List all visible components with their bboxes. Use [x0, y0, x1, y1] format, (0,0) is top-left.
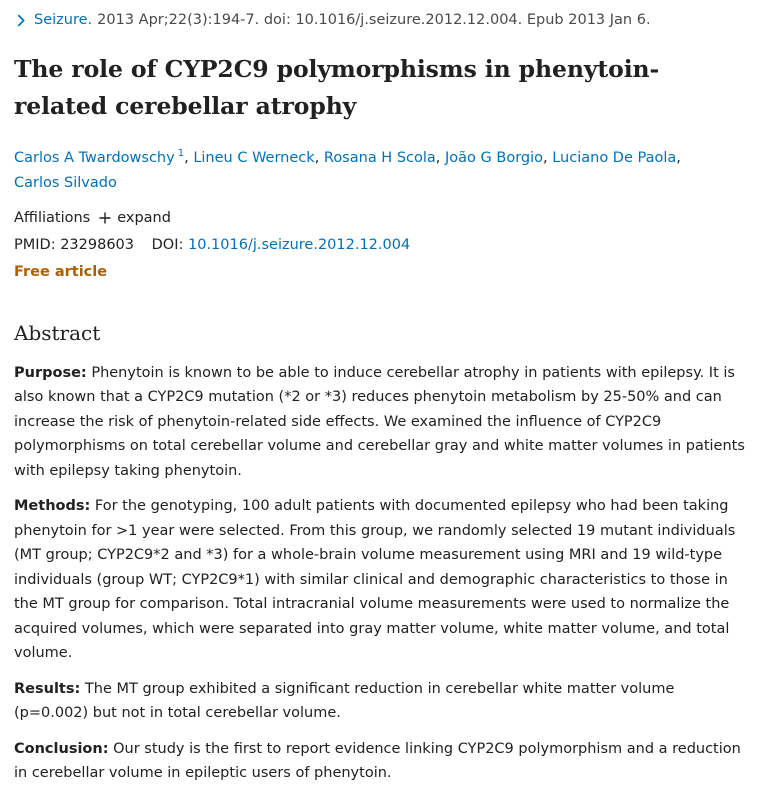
author-link[interactable]: Lineu C Werneck [193, 149, 315, 166]
plus-icon [99, 212, 111, 224]
section-text: Our study is the first to report evidence linking CYP2C9 polymorphism and a reduction in cerebellar volume in epileptic users of phenytoin. [14, 740, 741, 782]
section-label: Results: [14, 680, 81, 697]
section-label: Methods: [14, 498, 91, 515]
affiliations-label: Affiliations [14, 209, 91, 226]
author-list: Carlos A Twardowschy $^1$, Lineu C Werneck, Rosana H Scola, João G Borgio, Luciano De Paola, Carlos Silvado [14, 148, 681, 191]
section-text: Phenytoin is known to be able to induce cerebellar atrophy in patients with epilepsy. It is also known that a CYP2C9 mutation (*2 or *3) reduces phenytoin metabolism by 25-50% and can increase the risk of phenytoin-related side effects. We examined the influence of CYP2C9 polymorphisms on total cerebellar volume and cerebellar gray and white matter volumes in patients with epilepsy taking phenytoin. [14, 364, 745, 479]
citation-line [14, 9, 752, 31]
abstract-methods [14, 494, 752, 666]
section-label: Purpose: [14, 364, 87, 381]
author-link[interactable]: Carlos A Twardowschy [14, 149, 175, 166]
section-text: For the genotyping, 100 adult patients with documented epilepsy who had been taking phenytoin for >1 year were selected. From this group, we randomly selected 19 mutant individuals (MT group; CYP2C9*2 and *3) for a whole-brain volume measurement using MRI and 19 wild-type individuals (group WT; CYP2C9*1) with similar clinical and demographic characteristics to those in the MT group for comparison. Total intracranial volume measurements were used to normalize the acquired volumes, which were separated into gray matter volume, white matter volume, and total volume. [14, 498, 736, 662]
free-article-badge: Free article [14, 263, 108, 280]
doi-label: DOI: [151, 236, 184, 253]
affiliation-ref[interactable]: 1 [177, 148, 185, 159]
identifiers-row [14, 234, 752, 256]
abstract-results [14, 677, 752, 726]
author-link[interactable]: Rosana H Scola [323, 149, 436, 166]
abstract-heading: Abstract [14, 320, 101, 345]
author-link[interactable]: Carlos Silvado [14, 174, 117, 191]
expand-label: expand [117, 209, 171, 226]
affiliations-row [14, 207, 752, 229]
pmid-value: 23298603 [60, 236, 135, 253]
pmid-label: PMID: [14, 236, 56, 253]
abstract-conclusion [14, 737, 752, 786]
doi-link[interactable]: 10.1016/j.seizure.2012.12.004 [187, 236, 411, 253]
article-page [0, 9, 768, 793]
citation-details: 2013 Apr;22(3):194-7. doi: 10.1016/j.seizure.2012.12.004. Epub 2013 Jan 6. [97, 12, 651, 28]
section-label: Conclusion: [14, 740, 109, 757]
chevron-right-icon[interactable] [15, 14, 28, 27]
section-text: The MT group exhibited a significant reduction in cerebellar white matter volume (p=0.002) but not in total cerebellar volume. [14, 680, 675, 722]
author-link[interactable]: Luciano De Paola [552, 149, 677, 166]
article-title: The role of CYP2C9 polymorphisms in phenytoin-related cerebellar atrophy [14, 55, 660, 120]
author-link[interactable]: João G Borgio [445, 149, 544, 166]
abstract-purpose [14, 361, 752, 484]
expand-affiliations-button[interactable] [99, 207, 171, 229]
journal-link[interactable]: Seizure. [34, 12, 93, 28]
